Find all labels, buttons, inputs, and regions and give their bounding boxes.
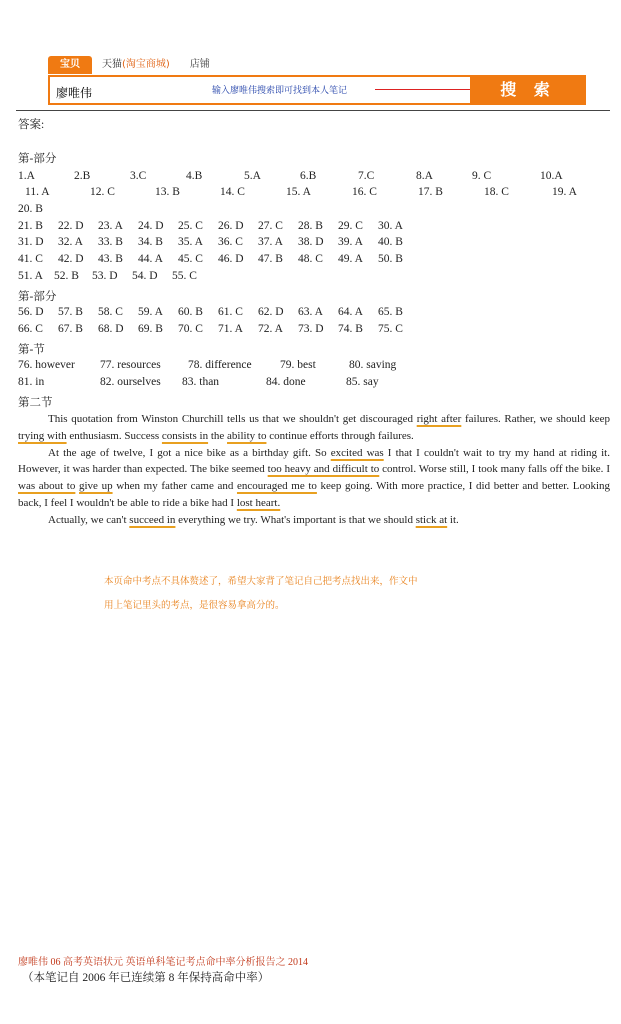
note-line-2: 用上笔记里头的考点，是很容易拿高分的。	[104, 600, 285, 611]
answer-item: 28. B	[298, 220, 323, 232]
highlighted-phrase: ability to	[227, 429, 267, 442]
answer-item: 22. D	[58, 220, 84, 232]
essay-text: I that I couldn't wait to try my hand at riding it. However, it was harder than expected. The bike seemed	[18, 446, 610, 476]
essay-text: keep going. With more practice, I did better and better. Looking back, I feel I wouldn't be able to ride a bike had I	[18, 480, 611, 509]
answer-item: 57. B	[58, 306, 83, 318]
answer-item: 78. difference	[188, 359, 252, 371]
answer-item: 34. B	[138, 236, 163, 248]
answer-item: 20. B	[18, 203, 43, 215]
answer-item: 83. than	[182, 376, 220, 388]
section-title-1: 第-部分	[18, 153, 57, 165]
answer-item: 61. C	[218, 306, 243, 318]
answer-item: 31. D	[18, 236, 44, 248]
answer-item: 1.A	[18, 170, 35, 182]
answer-item: 73. D	[298, 323, 324, 335]
answer-item: 23. A	[98, 220, 123, 232]
answer-item: 11. A	[25, 186, 50, 198]
answer-item: 60. B	[178, 306, 203, 318]
answer-item: 49. A	[338, 253, 363, 265]
search-hint: 输入廖唯伟搜索即可找到本人笔记	[212, 86, 348, 96]
highlighted-phrase: succeed in	[129, 513, 176, 526]
answer-item: 80. saving	[349, 359, 397, 371]
essay-text: it.	[447, 513, 459, 526]
highlighted-phrase: stick at	[415, 513, 448, 526]
answer-item: 7.C	[358, 170, 375, 182]
answer-item: 59. A	[138, 306, 163, 318]
answer-item: 72. A	[258, 323, 283, 335]
tab-tmall-sub: (淘宝商城)	[122, 59, 170, 70]
highlighted-phrase: too heavy and difficult to	[267, 463, 380, 476]
tab-shop[interactable]: 店铺	[189, 59, 210, 70]
answer-item: 25. C	[178, 220, 203, 232]
answer-item: 47. B	[258, 253, 283, 265]
section-title-2: 第-部分	[18, 291, 57, 303]
highlighted-phrase: consists in	[161, 429, 209, 442]
answer-item: 71. A	[218, 323, 243, 335]
essay	[18, 411, 610, 529]
highlighted-phrase: excited was	[330, 446, 384, 459]
answer-item: 19. A	[552, 186, 577, 198]
note-line-1: 本页命中考点不具体赘述了，希望大家背了笔记自己把考点找出来，作文中	[104, 576, 418, 587]
answer-item: 52. B	[54, 270, 79, 282]
answer-item: 9. C	[472, 170, 492, 182]
answer-item: 21. B	[18, 220, 43, 232]
footer-line-2: （本笔记自 2006 年已连续第 8 年保持高命中率）	[22, 972, 270, 984]
highlighted-phrase: give up	[79, 480, 113, 493]
answer-item: 2.B	[74, 170, 91, 182]
answer-item: 16. C	[352, 186, 377, 198]
answer-item: 46. D	[218, 253, 244, 265]
answer-item: 10.A	[540, 170, 563, 182]
answer-item: 75. C	[378, 323, 403, 335]
essay-text: Actually, we can't	[48, 513, 130, 526]
answer-item: 68. D	[98, 323, 124, 335]
answer-item: 76. however	[18, 359, 75, 371]
tab-baobei[interactable]: 宝贝	[48, 56, 92, 74]
answer-item: 44. A	[138, 253, 163, 265]
answer-item: 62. D	[258, 306, 284, 318]
answer-item: 64. A	[338, 306, 363, 318]
answer-label: 答案:	[18, 119, 45, 131]
essay-text: failures. Rather, we should keep	[461, 413, 610, 425]
highlighted-phrase: lost heart.	[236, 496, 281, 509]
answer-item: 58. C	[98, 306, 123, 318]
answer-item: 17. B	[418, 186, 443, 198]
search-bar	[48, 75, 586, 105]
answer-item: 40. B	[378, 236, 403, 248]
essay-text: control. Worse still, I took many falls off the bike. I	[379, 463, 610, 476]
answer-item: 77. resources	[100, 359, 161, 371]
answer-item: 84. done	[266, 376, 306, 388]
answer-item: 3.C	[130, 170, 147, 182]
divider	[16, 110, 610, 111]
answer-item: 4.B	[186, 170, 203, 182]
answer-item: 38. D	[298, 236, 324, 248]
answer-item: 42. D	[58, 253, 84, 265]
answer-item: 56. D	[18, 306, 44, 318]
highlighted-phrase: encouraged me to	[236, 480, 317, 493]
answer-item: 12. C	[90, 186, 115, 198]
answer-item: 35. A	[178, 236, 203, 248]
answer-item: 39. A	[338, 236, 363, 248]
tab-tmall-label: 天猫	[102, 59, 122, 70]
essay-text: enthusiasm. Success	[66, 429, 162, 442]
answer-item: 29. C	[338, 220, 363, 232]
answer-item: 24. D	[138, 220, 164, 232]
section-title-4: 第二节	[18, 397, 53, 409]
essay-text: At the age of twelve, I got a nice bike as a birthday gift. So	[48, 446, 331, 459]
highlighted-phrase: right after	[416, 413, 462, 425]
answer-item: 15. A	[286, 186, 311, 198]
answer-item: 82. ourselves	[100, 376, 161, 388]
answer-item: 14. C	[220, 186, 245, 198]
answer-item: 55. C	[172, 270, 197, 282]
answer-item: 41. C	[18, 253, 43, 265]
section-title-3: 第-节	[18, 344, 45, 356]
answer-item: 69. B	[138, 323, 163, 335]
answer-item: 30. A	[378, 220, 403, 232]
essay-paragraph	[18, 512, 610, 529]
answer-item: 66. C	[18, 323, 43, 335]
highlighted-phrase: trying with	[18, 429, 67, 442]
answer-item: 36. C	[218, 236, 243, 248]
essay-paragraph	[18, 411, 610, 445]
answer-item: 13. B	[155, 186, 180, 198]
answer-item: 53. D	[92, 270, 118, 282]
answer-item: 50. B	[378, 253, 403, 265]
search-button[interactable]: 搜 索	[470, 75, 586, 105]
essay-text: This quotation from Winston Churchill tells us that we shouldn't get discouraged	[48, 413, 417, 425]
essay-paragraph	[18, 445, 610, 512]
answer-item: 63. A	[298, 306, 323, 318]
answer-item: 8.A	[416, 170, 433, 182]
answer-item: 18. C	[484, 186, 509, 198]
essay-text: everything we try. What's important is that we should	[175, 513, 416, 526]
answer-item: 54. D	[132, 270, 158, 282]
answer-item: 33. B	[98, 236, 123, 248]
tab-tmall[interactable]	[92, 56, 180, 74]
essay-text: when my father came and	[112, 480, 237, 493]
answer-item: 26. D	[218, 220, 244, 232]
footer-line-1: 廖唯伟 06 高考英语状元 英语单科笔记考点命中率分析报告之 2014	[18, 957, 308, 968]
highlighted-phrase: was about to	[18, 480, 76, 493]
answer-item: 70. C	[178, 323, 203, 335]
answer-item: 32. A	[58, 236, 83, 248]
answer-item: 85. say	[346, 376, 379, 388]
answer-item: 43. B	[98, 253, 123, 265]
answer-item: 37. A	[258, 236, 283, 248]
answer-item: 45. C	[178, 253, 203, 265]
answer-item: 27. C	[258, 220, 283, 232]
essay-text: the	[208, 429, 228, 442]
search-tabs	[48, 56, 220, 74]
answer-item: 48. C	[298, 253, 323, 265]
answer-item: 51. A	[18, 270, 43, 282]
essay-text: continue efforts through failures.	[266, 429, 414, 442]
answer-item: 5.A	[244, 170, 261, 182]
answer-item: 67. B	[58, 323, 83, 335]
answer-item: 74. B	[338, 323, 363, 335]
answer-item: 81. in	[18, 376, 45, 388]
answer-item: 65. B	[378, 306, 403, 318]
answer-item: 6.B	[300, 170, 317, 182]
answer-item: 79. best	[280, 359, 316, 371]
